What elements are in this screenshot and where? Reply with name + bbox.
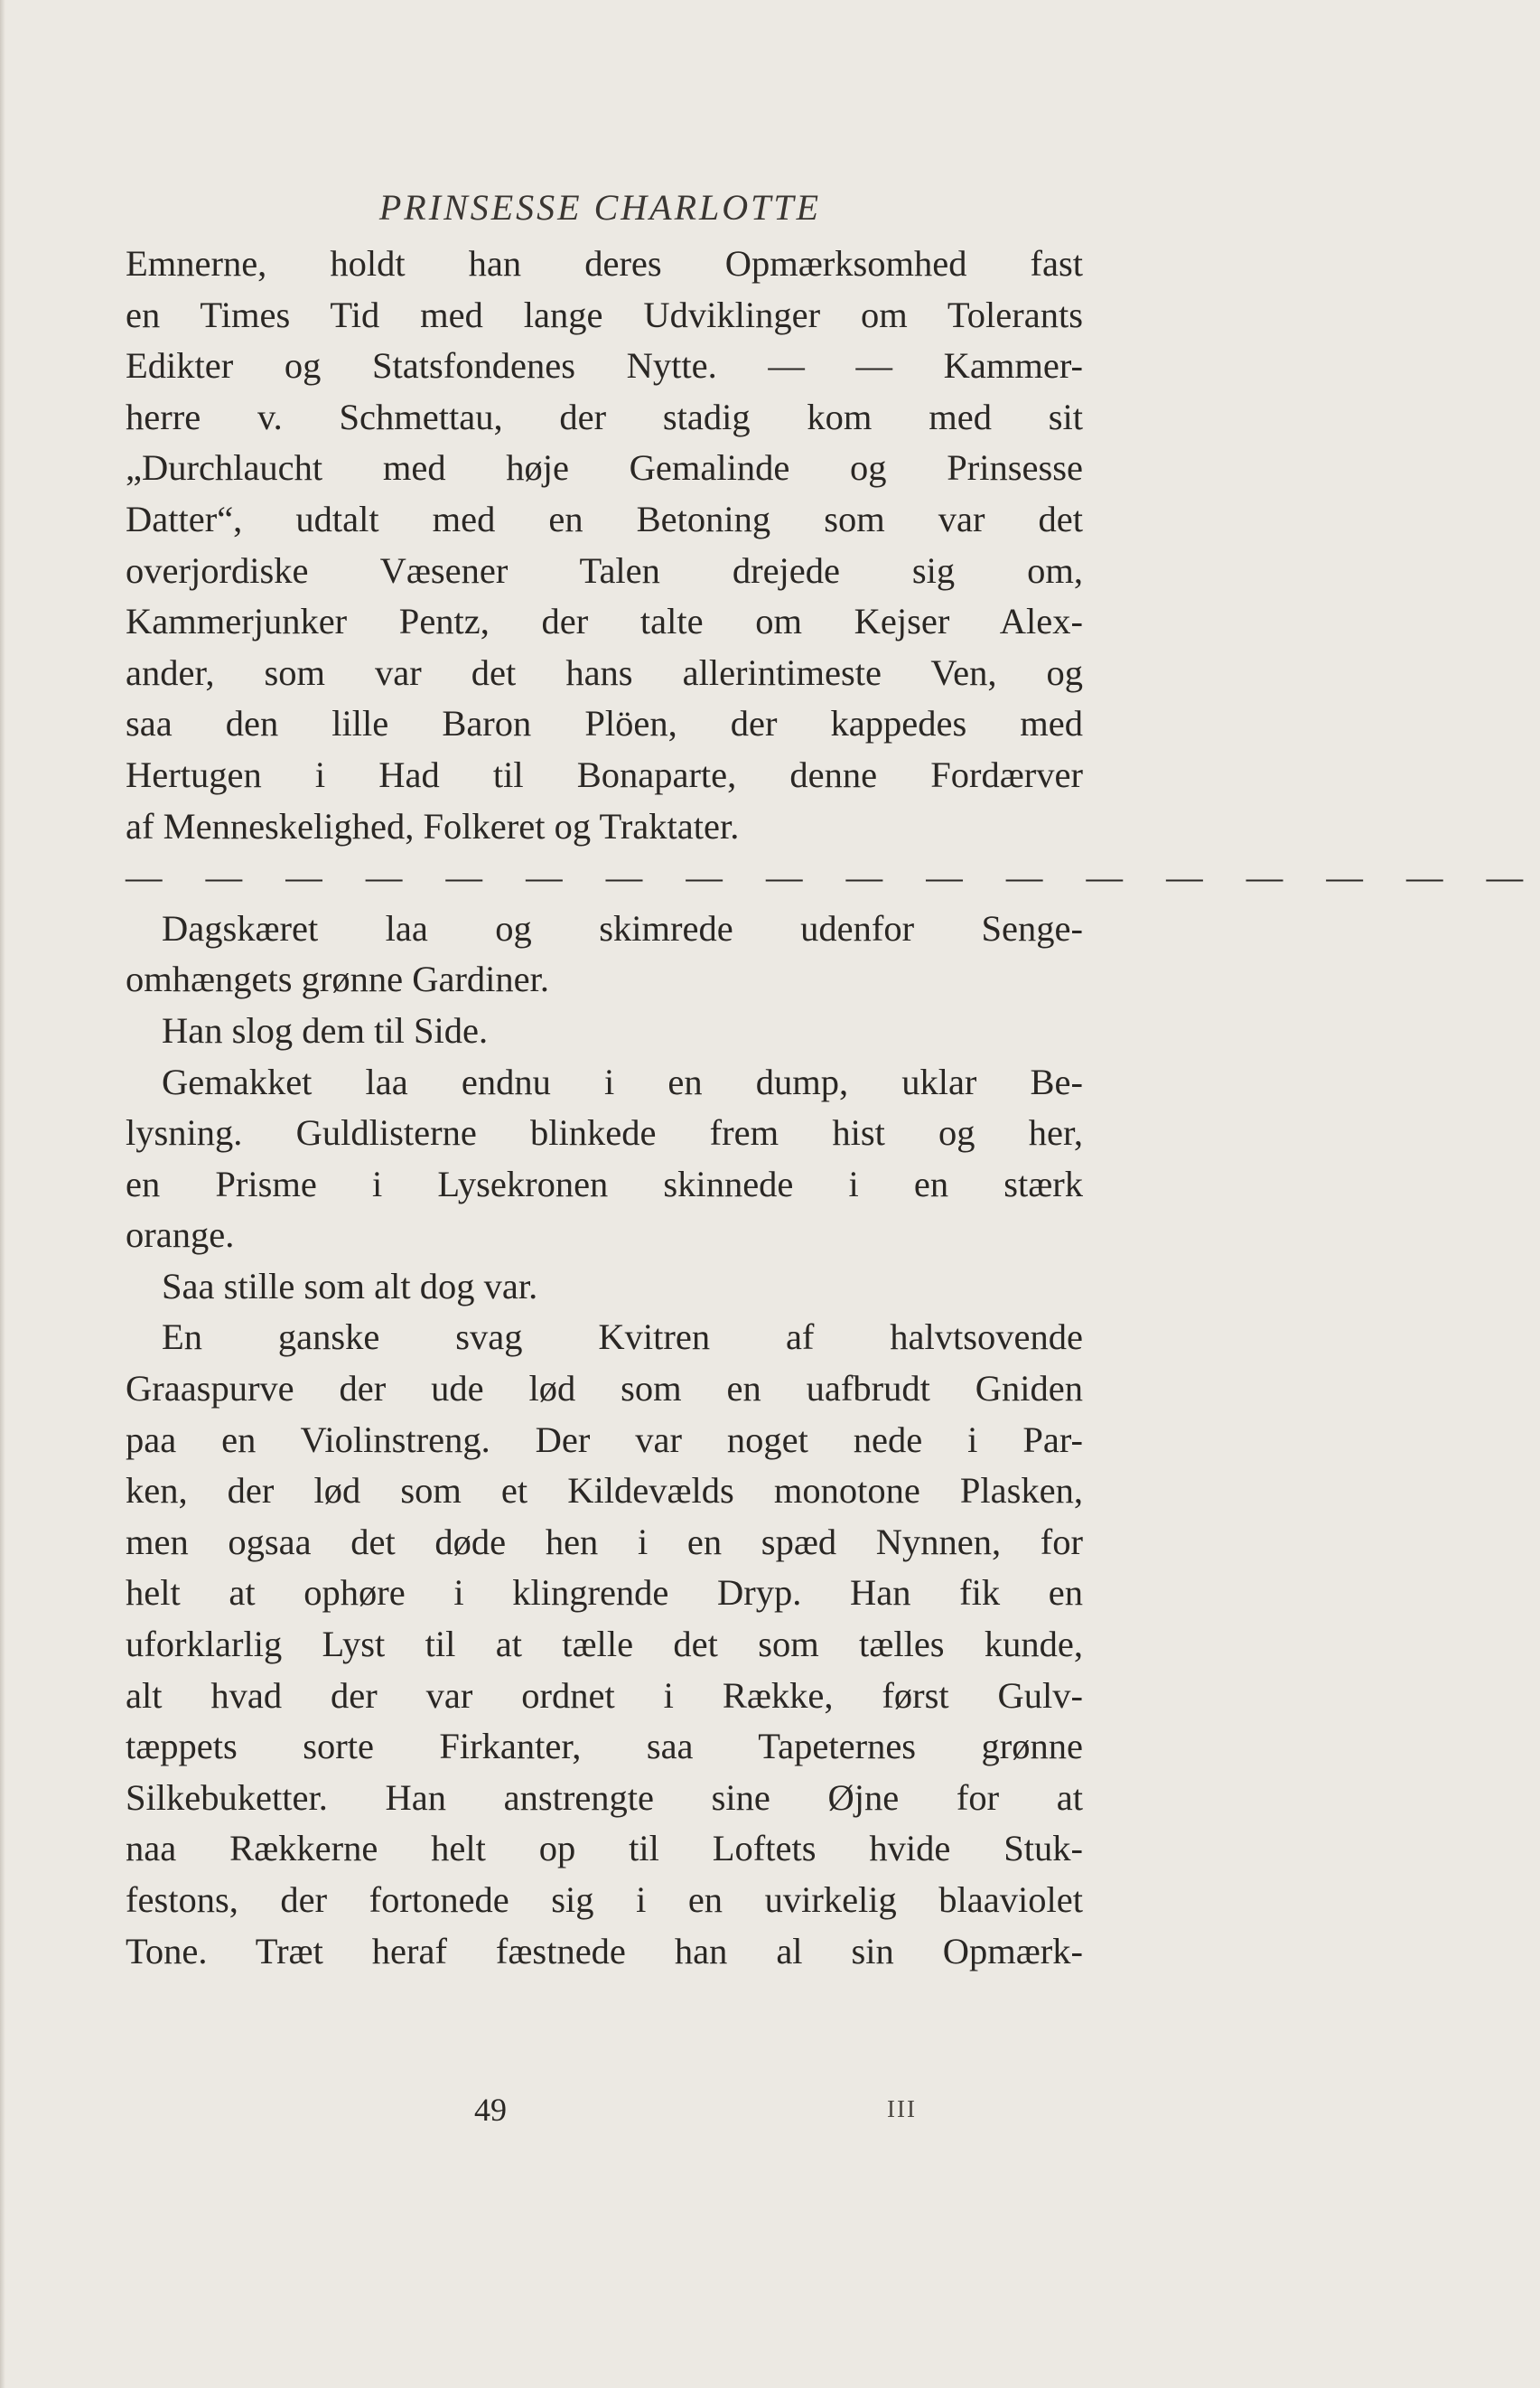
text-line: Datter“, udtalt med en Betoning som var det <box>126 498 1083 539</box>
text-line: lysning. Guldlisterne blinkede frem hist og her, <box>126 1112 1083 1154</box>
section-divider: — — — — — — — — — — — — — — — — — — <box>126 857 1540 898</box>
text-line: en Times Tid med lange Udviklinger om Tolerants <box>126 294 1083 335</box>
text-line: ken, der lød som et Kildevælds monotone Plasken, <box>126 1470 1083 1512</box>
text-line: festons, der fortonede sig i en uvirkelig blaaviolet <box>126 1879 1083 1920</box>
text-line: helt at ophøre i klingrende Dryp. Han fik en <box>126 1572 1083 1614</box>
page-edge <box>0 0 5 2388</box>
text-line: Hertugen i Had til Bonaparte, denne Fordærver <box>126 754 1083 795</box>
text-line: „Durchlaucht med høje Gemalinde og Prinsesse <box>126 447 1083 489</box>
text-line: orange. <box>126 1214 235 1256</box>
text-line: Han slog dem til Side. <box>162 1009 489 1051</box>
text-line: alt hvad der var ordnet i Række, først Gulv- <box>126 1674 1083 1716</box>
text-line: af Menneskelighed, Folkeret og Traktater. <box>126 805 740 847</box>
text-line: herre v. Schmettau, der stadig kom med sit <box>126 396 1083 437</box>
page-number: 49 <box>474 2092 507 2128</box>
paragraph-1 <box>126 239 1083 852</box>
signature-mark: III <box>887 2095 917 2122</box>
text-line: Emnerne, holdt han deres Opmærksomhed fast <box>126 243 1083 284</box>
paragraph-5 <box>126 1261 1083 1313</box>
text-line: naa Rækkerne helt op til Loftets hvide Stuk- <box>126 1828 1083 1869</box>
text-line: Dagskæret laa og skimrede udenfor Senge- <box>162 907 1083 949</box>
paragraph-3 <box>126 1006 1083 1057</box>
text-line: saa den lille Baron Plöen, der kappedes med <box>126 703 1083 744</box>
text-line: overjordiske Væsener Talen drejede sig om, <box>126 549 1083 591</box>
text-line: en Prisme i Lysekronen skinnede i en stærk <box>126 1163 1083 1204</box>
text-line: En ganske svag Kvitren af halvtsovende <box>162 1316 1083 1358</box>
text-line: Gemakket laa endnu i en dump, uklar Be- <box>162 1061 1083 1102</box>
paragraph-4 <box>126 1057 1083 1261</box>
text-line: uforklarlig Lyst til at tælle det som tælles kunde, <box>126 1624 1083 1665</box>
text-line: ander, som var det hans allerintimeste Ven, og <box>126 651 1083 693</box>
text-line: Edikter og Statsfondenes Nytte. — — Kammer- <box>126 345 1083 387</box>
paragraph-2 <box>126 904 1083 1006</box>
running-head: PRINSESSE CHARLOTTE <box>378 187 822 228</box>
text-line: tæppets sorte Firkanter, saa Tapeternes grønne <box>126 1726 1083 1767</box>
text-line: Kammerjunker Pentz, der talte om Kejser Alex- <box>126 601 1083 642</box>
text-line: Graaspurve der ude lød som en uafbrudt Gniden <box>126 1368 1083 1409</box>
paragraph-6 <box>126 1312 1083 1977</box>
text-line: Silkebuketter. Han anstrengte sine Øjne for at <box>126 1776 1083 1818</box>
text-line: paa en Violinstreng. Der var noget nede i Par- <box>126 1419 1083 1460</box>
body-text <box>126 239 1540 1977</box>
text-line: omhængets grønne Gardiner. <box>126 959 550 1000</box>
text-line: men ogsaa det døde hen i en spæd Nynnen, for <box>126 1521 1083 1562</box>
text-line: Tone. Træt heraf fæstnede han al sin Opmærk- <box>126 1930 1083 1971</box>
text-line: Saa stille som alt dog var. <box>162 1265 538 1306</box>
